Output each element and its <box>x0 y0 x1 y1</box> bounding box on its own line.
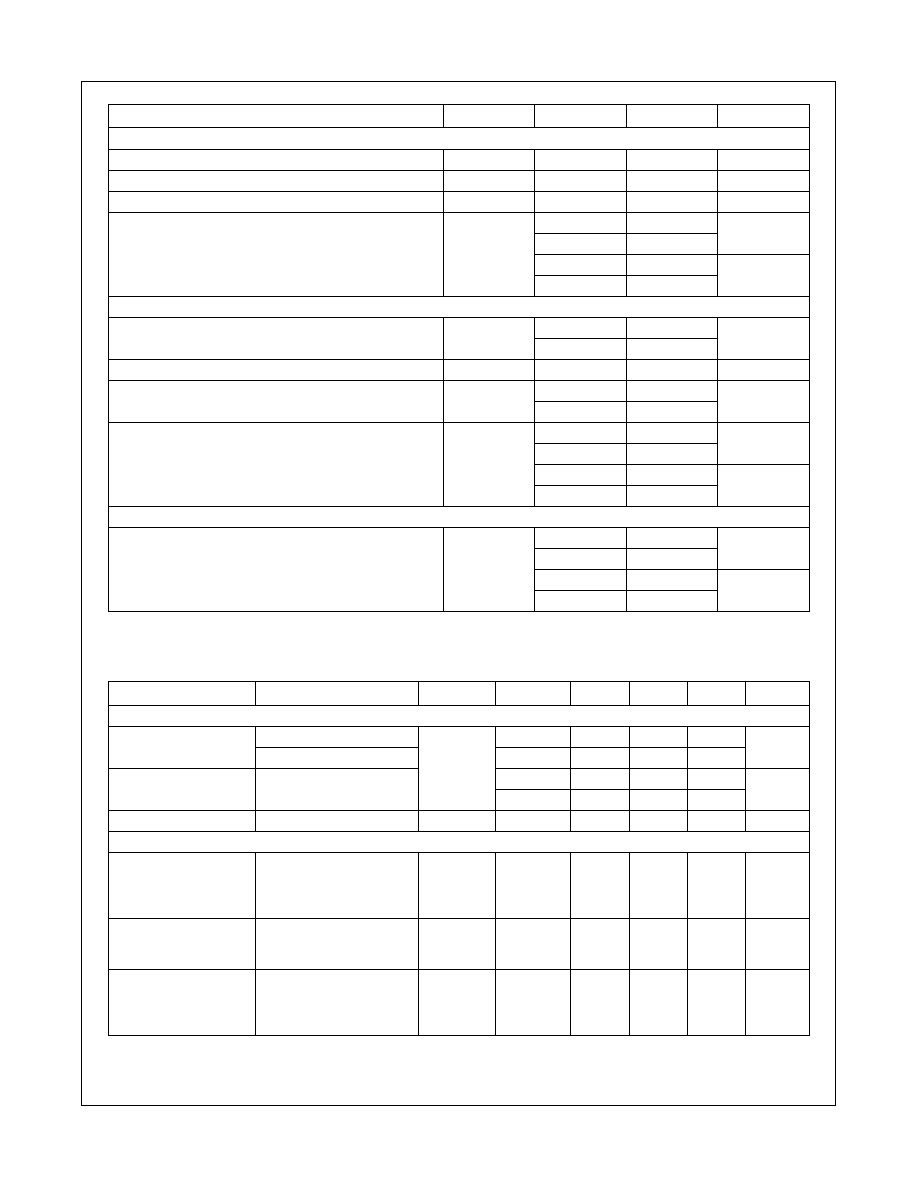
table-row <box>109 423 810 444</box>
table-row <box>109 919 810 970</box>
table-row <box>109 213 810 234</box>
table-section-row <box>109 832 810 853</box>
table-section-row <box>109 706 810 727</box>
table-row <box>109 381 810 402</box>
table-row <box>109 105 810 128</box>
table-1 <box>108 104 810 612</box>
table-row <box>109 360 810 381</box>
table-row <box>109 970 810 1036</box>
table-2 <box>108 681 810 1036</box>
table-row <box>109 150 810 171</box>
table-section-row <box>109 128 810 150</box>
table-row <box>109 727 810 748</box>
table-row <box>109 528 810 549</box>
table-row <box>109 192 810 213</box>
table-row <box>109 682 810 706</box>
table-row <box>109 853 810 919</box>
table-section-row <box>109 507 810 528</box>
table-row <box>109 318 810 339</box>
table-row <box>109 171 810 192</box>
table-section-row <box>109 297 810 318</box>
table-row <box>109 811 810 832</box>
